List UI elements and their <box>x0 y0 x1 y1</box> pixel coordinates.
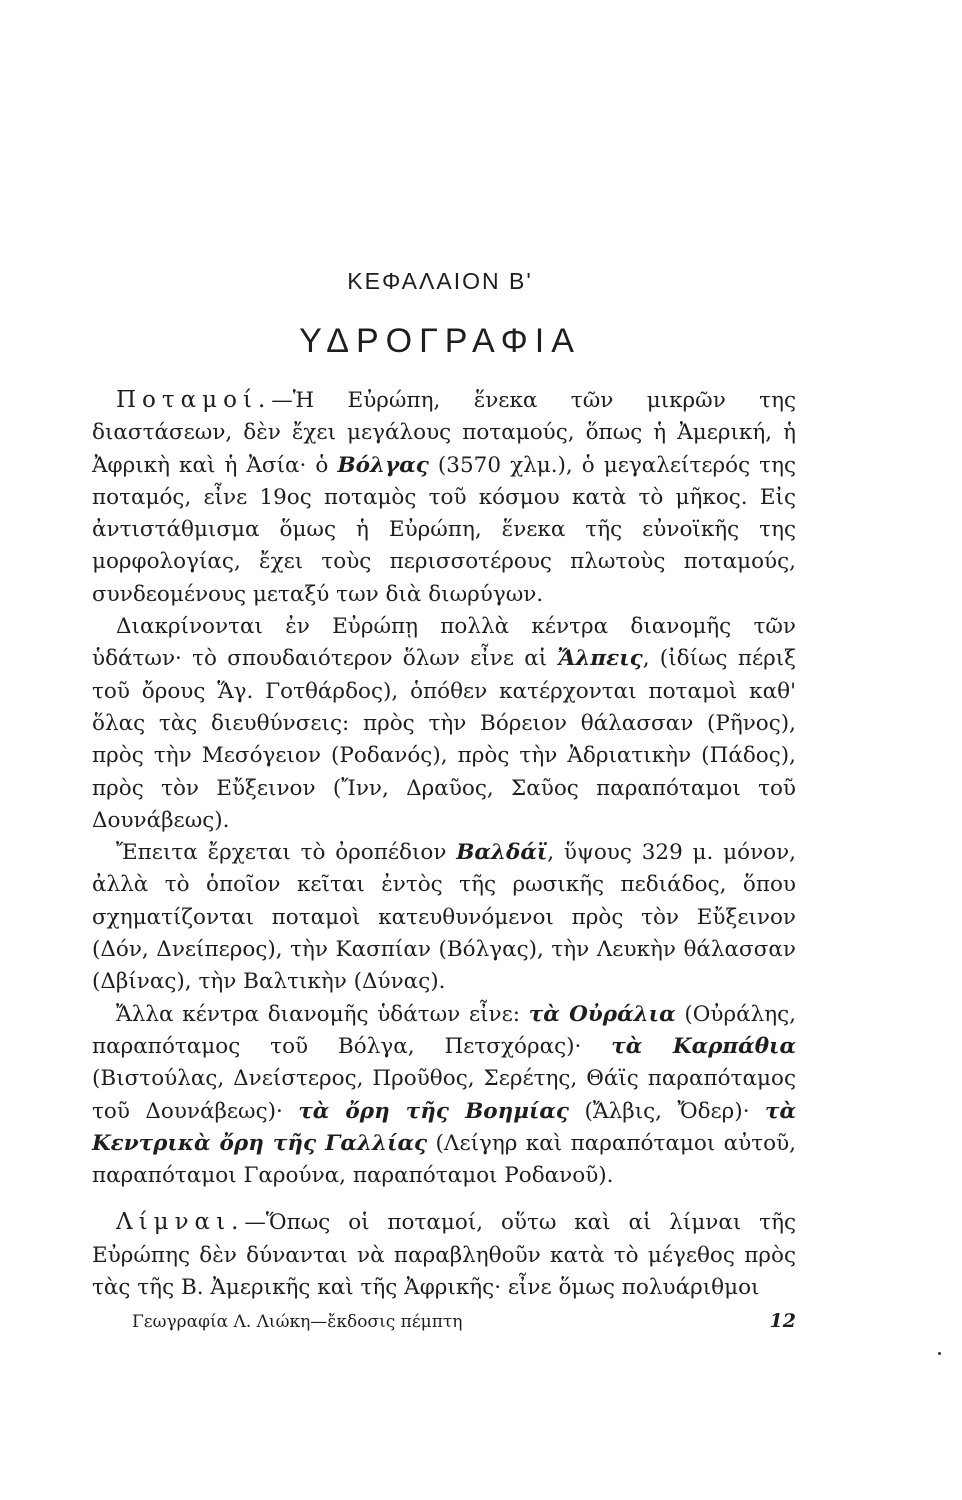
text-run: (Λείγηρ καὶ παραπόταμοι αὐτοῦ, παραπόταμοι Γαρούνα, παραπόταμοι Ροδανοῦ). <box>92 1130 796 1189</box>
text-run: Ἄλλα κέντρα διανομῆς ὑδάτων εἶνε: <box>116 1001 529 1027</box>
text-run: —Ἡ Εὐρώπη, ἕνεκα τῶν μικρῶν της διαστάσεων, δὲν ἔχει μεγάλους ποταμούς, ὅπως ἡ Ἀμερική, ἡ Ἀφρικὴ καὶ ἡ Ἀσία· ὁ <box>92 388 796 478</box>
term-bohemia: τὰ ὄρη τῆς Βοημίας <box>298 1098 570 1124</box>
paragraph-lakes <box>92 1206 796 1304</box>
text-run: Ἔπειτα ἔρχεται τὸ ὀροπέδιον <box>116 840 457 866</box>
chapter-label: ΚΕΦΑΛΑΙΟΝ Β' <box>347 268 533 294</box>
text-run: (3570 χλμ.), ὁ μεγαλείτερός της ποταμός, εἶνε 19ος ποταμὸς τοῦ κόσμου κατὰ τὸ μῆκος. Εἰς ἀντιστάθμισμα ὅμως ἡ Εὐρώπη, ἕνεκα τῆς εὐνοϊκῆς της μορφολογίας, ἔχει τοὺς περισσοτέρους πλωτοὺς ποταμούς, συνδεομένους μεταξύ των διὰ διωρύγων. <box>92 452 796 607</box>
chapter-title: ΥΔΡΟΓΡΑΦΙΑ <box>299 322 581 360</box>
section-heading-lakes: Λίμναι. <box>116 1209 245 1236</box>
paragraph-other-centers <box>92 999 796 1193</box>
text-run: , ὕψους 329 μ. μόνον, ἀλλὰ τὸ ὁποῖον κεῖται ἐντὸς τῆς ρωσικῆς πεδιάδος, ὅπου σχηματίζονται ποταμοὶ κατευθυνόμενοι πρὸς τὸν Εὔξεινον (Δόν, Δνείπερος), τὴν Κασπίαν (Βόλγας), τὴν Λευκὴν θάλασσαν (Δβίνας), τὴν Βαλτικὴν (Δύνας). <box>92 840 796 995</box>
text-run: (Βιστούλας, Δνείστερος, Προῦθος, Σερέτης, Θάϊς παραπόταμος τοῦ Δουνάβεως)· <box>92 1066 796 1124</box>
text-run: , (ἰδίως πέριξ τοῦ ὄρους Ἅγ. Γοτθάρδος), ὁπόθεν κατέρχονται ποταμοὶ καθ' ὅλας τὰς διευθύνσεις: πρὸς τὴν Βόρειον θάλασσαν (Ρῆνος), πρὸς τὴν Μεσόγειον (Ροδανός), πρὸς τὴν Ἀδριατικὴν (Πάδος), πρὸς τὸν Εὔξεινον (Ἴνν, Δραῦος, Σαῦος παραπόταμοι τοῦ Δουνάβεως). <box>92 646 796 833</box>
text-run: (Οὐράλης, παραπόταμος τοῦ Βόλγα, Πετσχόρας)· <box>92 1001 796 1059</box>
term-volga: Βόλγας <box>337 452 429 478</box>
term-carpathians: τὰ Καρπάθια <box>611 1033 796 1059</box>
term-central-france: τὰ Κεντρικὰ ὄρη τῆς Γαλλίας <box>92 1098 796 1156</box>
ink-speck <box>938 1352 941 1355</box>
term-valdai: Βαλδάϊ <box>456 840 548 866</box>
term-alps: Ἄλπεις <box>557 646 643 672</box>
body-text <box>92 384 796 1304</box>
text-run: Διακρίνονται ἐν Εὐρώπῃ πολλὰ κέντρα διανομῆς τῶν ὑδάτων· τὸ σπουδαιότερον ὅλων εἶνε αἱ <box>92 614 796 672</box>
paragraph-rivers-intro <box>92 384 796 611</box>
paragraph-valdai <box>92 837 796 998</box>
footer-text: Γεωγραφία Λ. Λιώκη—ἔκδοσις πέμπτη <box>132 1312 463 1332</box>
term-urals: τὰ Οὐράλια <box>528 1001 676 1027</box>
paragraph-alps <box>92 611 796 837</box>
page-footer <box>132 1312 796 1332</box>
page-number: 12 <box>769 1310 796 1332</box>
text-run: (Ἄλβις, Ὄδερ)· <box>569 1098 765 1124</box>
section-heading-rivers: Ποταμοί. <box>116 387 272 413</box>
text-run: —Ὅπως οἱ ποταμοί, οὕτω καὶ αἱ λίμναι τῆς Εὐρώπης δὲν δύνανται νὰ παραβληθοῦν κατὰ τὸ μέγεθος πρὸς τὰς τῆς Β. Ἀμερικῆς καὶ τῆς Ἀφρικῆς· εἶνε ὅμως πολυάριθμοι <box>92 1210 796 1301</box>
